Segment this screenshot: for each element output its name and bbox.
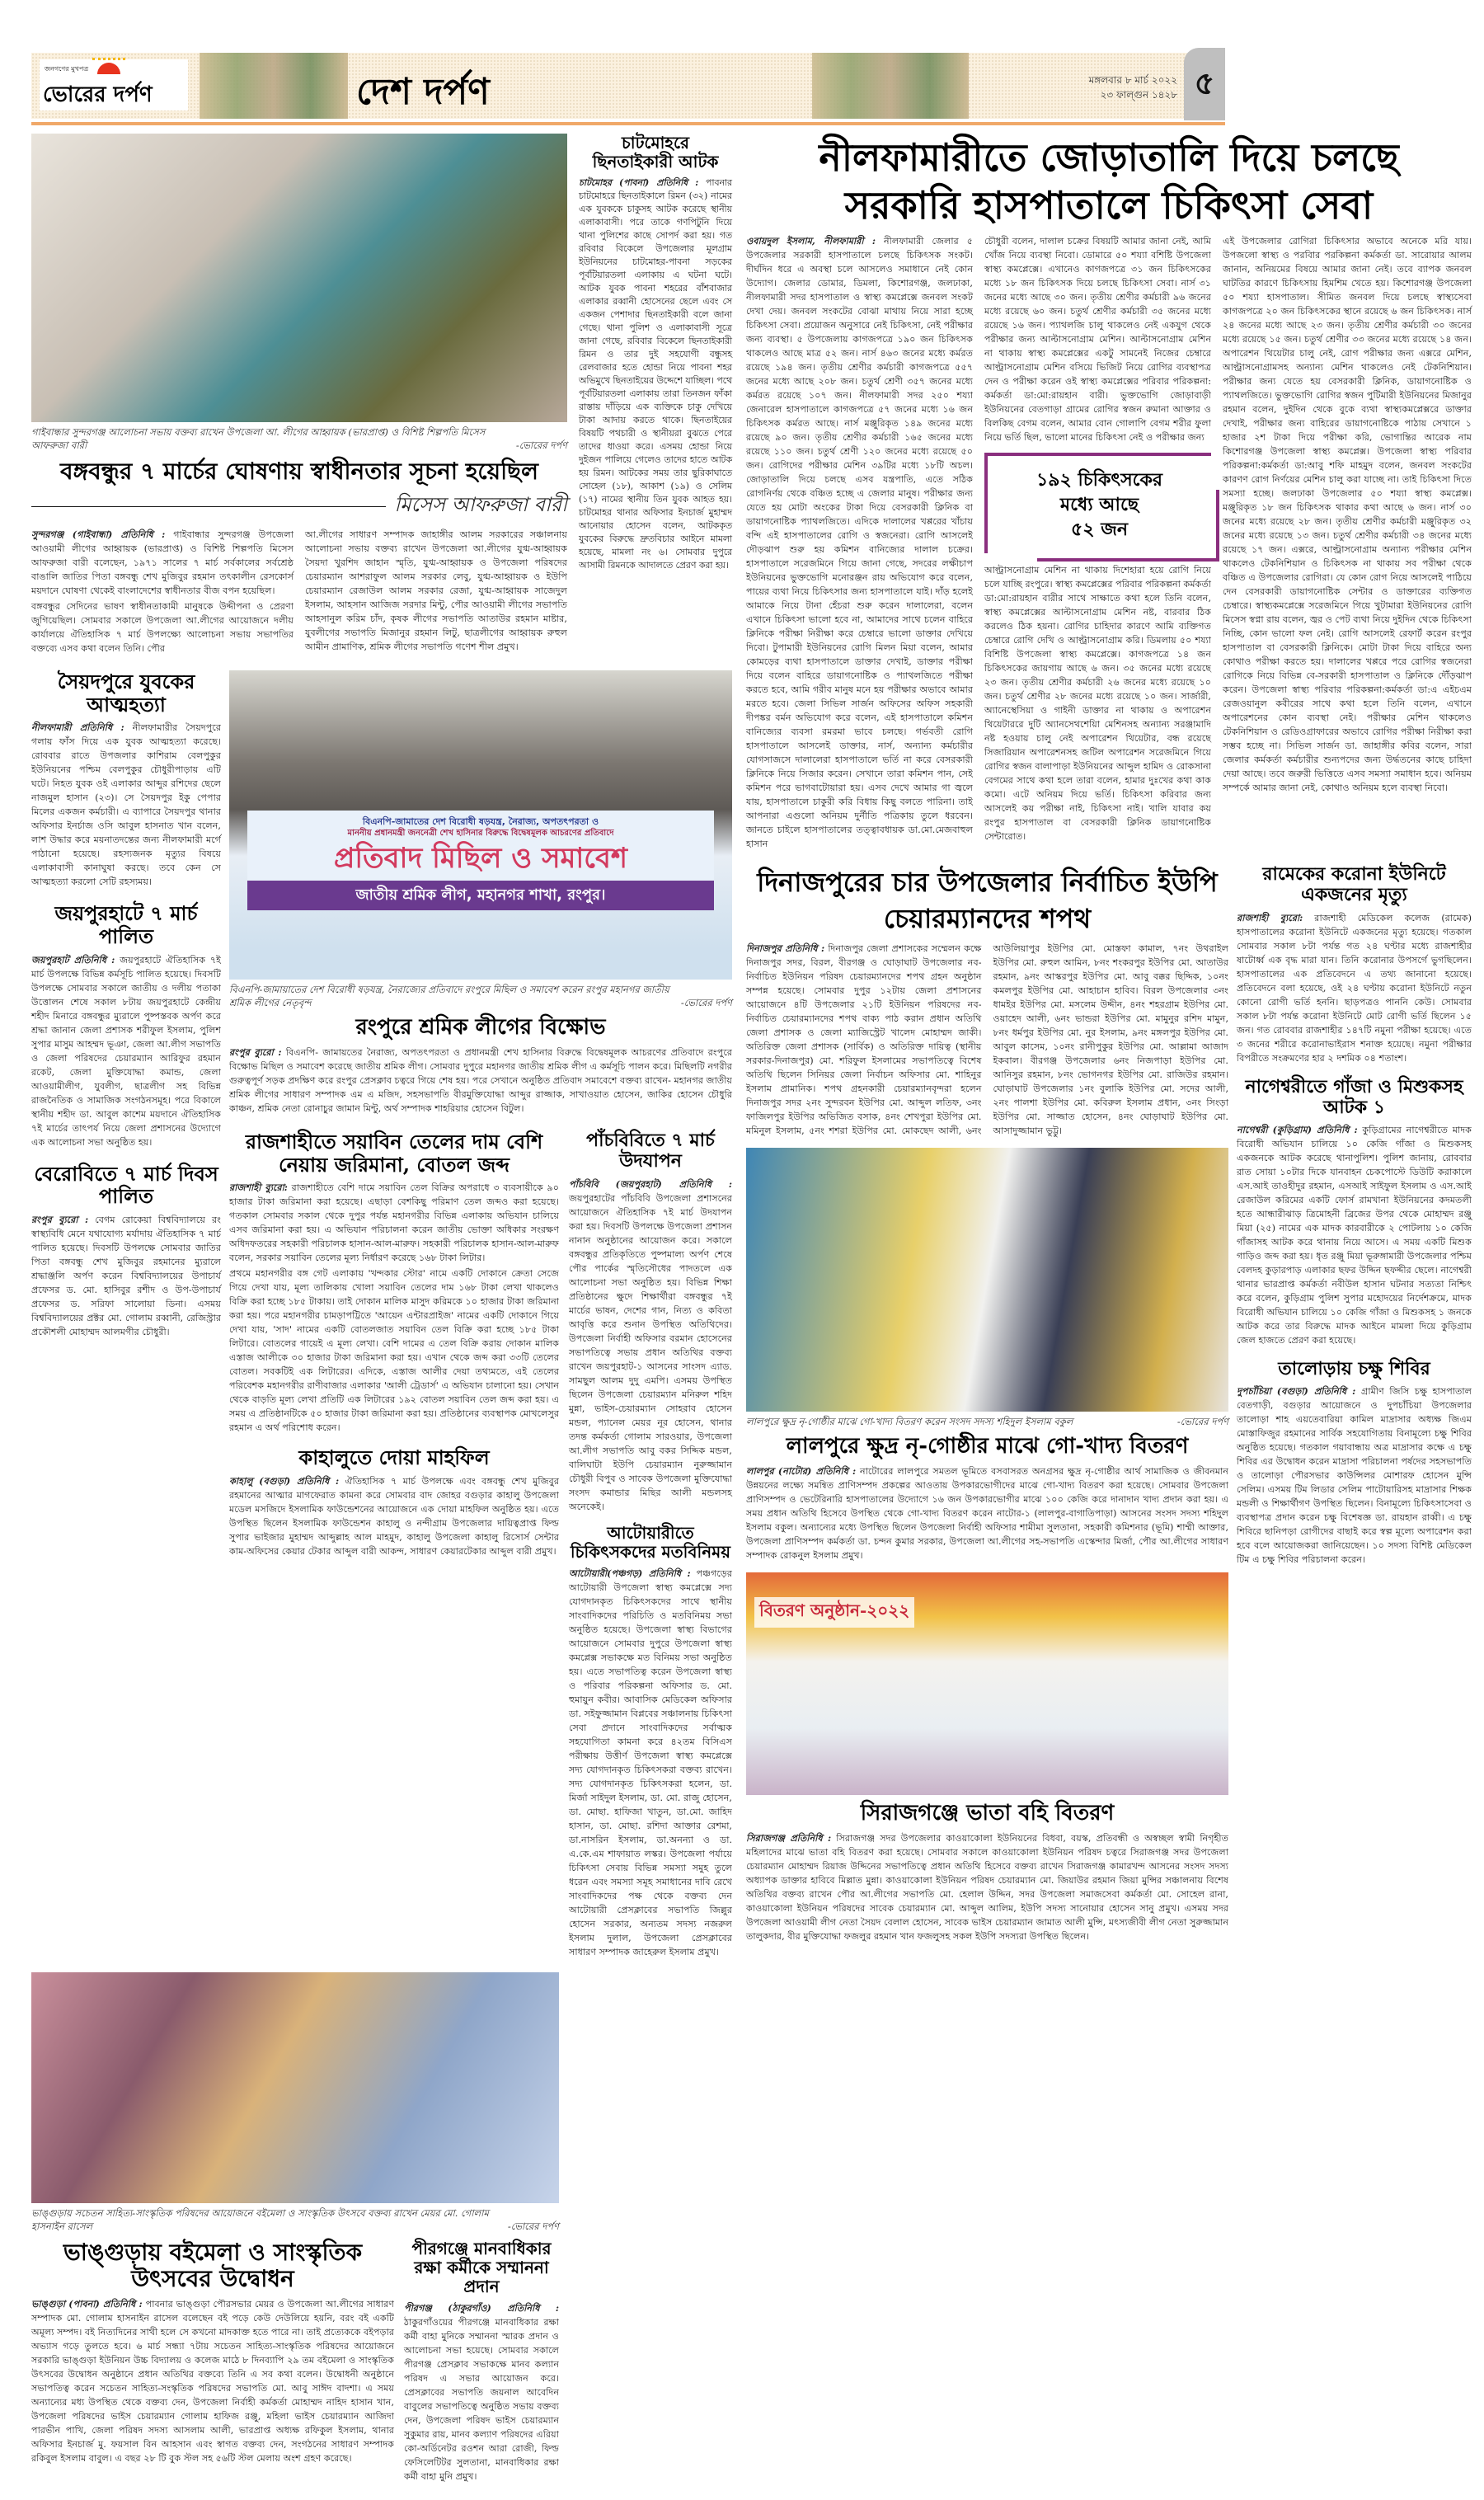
- banner-text-line1: বিএনপি-জামাতের দেশ বিরোধী ষড়যন্ত্র, নৈরাজ্য, অপতৎপরতা ও: [362, 816, 599, 828]
- dinajpur-dateline: দিনাজপুর প্রতিনিধি :: [746, 942, 825, 954]
- sirajganj-dateline: সিরাজগঞ্জ প্রতিনিধি :: [746, 1831, 832, 1844]
- pirganj-headline[interactable]: পীরগঞ্জে মানবাধিকার রক্ষা কর্মীকে সম্মাননা প্রদান: [411, 2238, 552, 2296]
- left-narrow-column: [31, 670, 221, 1339]
- taloda-dateline: দুপচাঁচিয়া (বগুড়া) প্রতিনিধি :: [1237, 1385, 1356, 1398]
- gaibandha-byline: মিসেস আফরুজা বারী: [394, 493, 567, 517]
- pirganj-stack: [404, 2233, 559, 2484]
- saidpur-dateline: নীলফামারী প্রতিনিধি :: [31, 721, 124, 734]
- panchbibi-body: [569, 1177, 732, 1514]
- nageshwari-dateline: নাগেশ্বরী (কুড়িগ্রাম) প্রতিনিধি :: [1237, 1124, 1358, 1136]
- masthead-photo-collage-left: [200, 53, 348, 119]
- nageshwari-headline[interactable]: নাগেশ্বরীতে গাঁজা ও মিশুকসহ আটক ১: [1245, 1075, 1463, 1118]
- sirajganj-banner-text: বিতরণ অনুষ্ঠান-২০২২: [754, 1597, 914, 1628]
- atwari-body: [569, 1567, 732, 1959]
- rmch-text: রাজশাহী মেডিকেল কলেজ (রামেক) হাসপাতালের করোনা ইউনিটে একজনের মৃত্যু হয়েছে। গতকাল সোমবার সকাল ৮টা পর্যন্ত গত ২৪ ঘণ্টার মধ্যে রাজশাহীর ষাটোর্ধ্ব এক বৃদ্ধ মারা যান। তিনি করোনার উপসর্গে ভুগছিলেন। হাসপাতালের এক প্রতিবেদনে এ তথ্য জানানো হয়েছে। প্রতিবেদনে বলা হয়েছে, ওই ২৪ ঘণ্টায় করোনা ইউনিটে নতুন কোনো রোগী ভর্তি হননি। ছাড়পত্রও পাননি কেউ। সোমবার সকাল ৮টা পর্যন্ত করোনা ইউনিটে মোট রোগী ভর্তি ছিলেন ১৫ জন। গত রোববার রাজশাহীর ১৪৭টি নমুনা পরীক্ষা হয়েছে। এতে ৩ জনের শরীরে করোনাভাইরাস শনাক্ত হয়েছে। নমুনা পরীক্ষার বিপরীতে সংক্রমণের হার ২ দশমিক ০৪ শতাংশ।: [1237, 912, 1472, 1064]
- rajshahi-kahalu-stack: [229, 1124, 559, 1959]
- brur-body: [31, 1213, 221, 1339]
- logo-tagline: জনগণের মুখপত্র: [45, 65, 89, 73]
- atwari-headline[interactable]: আটোয়ারীতে চিকিৎসকদের মতবিনিময়: [570, 1522, 731, 1562]
- rajshahi-oil-text-1: রাজশাহীতে বেশি দামে সয়াবিন তেল বিক্রির অপরাধে ৩ ব্যবসায়ীকে ৯০ হাজার টাকা জরিমানা করা হয়েছে। এছাড়া বেশকিছু পরিমাণ তেল জব্দও করা হয়েছে। গতকাল সোমবার সকাল থেকে দুপুর পর্যন্ত মহানগরীর বিভিন্ন এলাকায় অভিযান চালিয়ে এসব জরিমানা করা হয়। এ অভিযান পরিচালনা করেন জাতীয় ভোক্তা অধিকার সংরক্ষণ অধিদফতরের সহকারী পরিচালক হাসান-আল-মারুফ। সহকারী পরিচালক হাসান-আল-মারুফ বলেন, সরকার সয়াবিন তেলের মূল্য নির্ধারণ করেছে ১৬৮ টাকা লিটার।: [229, 1182, 559, 1264]
- nilphamari-columns: [746, 234, 1472, 851]
- masthead-rule: [31, 122, 1225, 125]
- rajshahi-oil-text-2: প্রথমে মহানগরীর বঙ্গ গেট এলাকায় 'খন্দকার স্টোর' নামে একটি দোকানে ক্রেতা সেজে গিয়ে দেখা যায়, মূল্য তালিকায় খোলা সয়াবিন তেলের দাম ১৬৮ টাকা লেখা থাকলেও বিক্রি করা হচ্ছে ১৮৫ টাকায়। তাই দোকান মালিক মাসুদ করিমকে ১০ হাজার টাকা জরিমানা করা হয়। পরে মহানগরীর চামড়াপট্টিতে 'আয়েন এন্টারপ্রাইজ' নামের একটি দোকানে গিয়ে দেখা যায়, 'সাদ' নামের একটি বোতলজাত সয়াবিন তেল বিক্রি করা হচ্ছে ১৮৫ টাকা লিটারে। বোতলের গায়েই এ মূল্য লেখা। বেশি দামের এ তেল বিক্রি করায় দোকান মালিক এস্তাজ আলীকে ৩০ হাজার টাকা জরিমানা করা হয়। এখান থেকে জব্দ করা ৩৩টি তেলের বোতল। সবকটিই এক লিটারের। এদিকে, এস্তাজ আলীর দেয়া তথ্যমতে, এই তেলের পরিবেশক মহানগরীর রাণীবাজার এলাকার 'আলী ট্রেডার্স' এ অভিযান চালানো হয়। সেখান থেকে বাড়তি মূল্য লেখা প্রতিটি এক লিটারের ১৯২ বোতল সয়াবিন তেল জব্দ করা হয়। এ সময় এ প্রতিষ্ঠানটিকে ৫০ হাজার টাকা জরিমানা করা হয়। প্রতিষ্ঠানের ব্যবস্থাপক মোখলেসুর রহমান এ অর্থ পরিশোধ করেন।: [229, 1268, 559, 1434]
- nilphamari-col2-top: চৌধুরী বলেন, দালাল চক্রের বিষয়টি আমার জানা নেই, আমি খোঁজ নিয়ে ব্যবস্থা নিবো। ডোমারে ৫০ শয্যা বশিষ্টি উপজেলা স্বাস্থ্য কমপ্লেক্সে। এখানেও কাগজপত্রে ৩১ জন চিকিৎসকের মধ্যে ১৮ জন চিকিৎসক দিয়ে চলছে চিকিৎসা সেবা। নার্স ৩১ জনের মধ্যে আছে ৩০ জন। তৃতীয় শ্রেণীর কর্মচারী ৯৬ জনের মধ্যে রয়েছে ৬০ জন। চতুর্থ শ্রেণীর কর্মচারী ৩৫ জনের মধ্যে রয়েছে ১৬ জন। প্যাথলজি চালু থাকলেও নেই একযুগ থেকে পরীক্ষার জন্য আল্টাসনোগ্রাম মেশিন। আল্টাসনোগ্রাম মেশিন না থাকায় স্বাস্থ্য কমপ্লেক্সের একটু সামনেই নিজের চেম্বারে আল্ট্রাসনোগ্রাম মেশিন বসিয়ে ভিজিট নিয়ে রোগির ব্যবস্থাপত্র দেন ও পরীক্ষা করেন ওই স্বাস্থ্য কমপ্লেক্সের পরিবার পরিকল্পনা: কর্মকর্তা ডা:মো:রায়হান বারী। ভুক্তভোগি জোড়াবাড়ী ইউনিয়নের বেতগাড়া গ্রামের রোগির স্বজন রুমানা আক্তার ও বিলকিছ বেগম বলেন, আমার বোন গোলাপি বেগম শরীর ফুলা নিয়ে ভর্তি ছিল, ভালো মানের চিকিৎসা নেই ও পরীক্ষার জন্য: [984, 236, 1211, 443]
- panchbibi-dateline: পাঁচবিবি (জয়পুরহাট) প্রতিনিধি :: [569, 1177, 732, 1190]
- lalpur-text: নাটোরের লালপুরে সমতল ভূমিতে বসবাসরত অনগ্রসর ক্ষুদ্র নৃ-গোষ্ঠীর আর্থ সামাজিক ও জীবনমান উন্নয়নের লক্ষ্যে সমন্বিত প্রাণিসম্পদ প্রকল্পের আওতায় উপকারভোগীদের মাঝে গো-খাদ্য বিতরণ করা হয়েছে। সোমবার উপজেলা প্রাণিসম্পদ ও ভেটেরিনারি হাসপাতালের উদ্যোগে ১৬ জন উপকারভোগীর মাঝে ১০০ কেজি করে দানাদান খাদ্য প্রদান করা হয়। এ সময় প্রধান অতিথি হিসেবে উপস্থিত থেকে গো-খাদ্য বিতরণ করেন নাটোর-১ (লালপুর-বাগাতিপাড়া) আসনের সংসদ সদস্য শহিদুল ইসলাম বকুল। অন্যান্যের মধ্যে উপস্থিত ছিলেন উপজেলা নির্বাহী অফিসার শামীমা সুলতানা, সহকারী কমিশনার (ভূমি) শাম্মী আক্তার, উপজেলা প্রাণিসম্পদ কর্মকর্তা ডা. চন্দন কুমার সরকার, উপজেলা আ.লীগের সহ-সভাপতি এস্কেন্দার মির্জা, পৌর আ.লীগের সাধারণ সম্পাদক রোকনুল ইসলাম প্রমুখ।: [746, 1465, 1228, 1561]
- atwari-dateline: আটোয়ারী(পঞ্চগড়) প্রতিনিধি :: [569, 1567, 691, 1579]
- callout-line3: ৫২ জন: [1070, 519, 1129, 540]
- rangpur-headline[interactable]: রংপুরে শ্রমিক লীগের বিক্ষোভ: [355, 1015, 606, 1041]
- rajshahi-oil-body: [229, 1181, 559, 1436]
- rangpur-photo-credit: -ভোরের দর্পণ: [680, 997, 732, 1009]
- bhangura-photo-caption: ভাঙ্গুড়ায় সচেতন সাহিত্য-সাংস্কৃতিক পরিষদের আয়োজনে বইমেলা ও সাংস্কৃতিক উৎসবে বক্তব্য রাখেন মেয়র মো. গোলাম হাসনাইন রাসেল: [31, 2206, 489, 2232]
- dinajpur-body: [746, 942, 1228, 1138]
- bhangura-dateline: ভাঙ্গুড়া (পাবনা) প্রতিনিধি :: [31, 2298, 143, 2310]
- brur-headline[interactable]: বেরোবিতে ৭ মার্চ দিবস পালিত: [34, 1161, 218, 1209]
- gaibandha-body-col2: আ.লীগের সাধারণ সম্পাদক জাহাঙ্গীর আলম সরকারের সঞ্চালনায় আলোচনা সভায় বক্তব্য রাখেন উপজেলা আ.লীগের যুগ্ম-আহ্বায়ক সৈয়দা খুরশিদ জাহান স্মৃতি, যুগ্ম-আহ্বায়ক ও উপজেলা পরিষদের চেয়ারম্যান আশরাফুল আলম সরকার লেবু, যুগ্ম-আহ্বায়ক ও ইউপি চেয়ারম্যান রেজাউল আলম সরকার রেজা, যুগ্ম-আহ্বায়ক সাজেদুল ইসলাম, আহসান আজিজ সরদার মিন্টু, পৌর আওয়ামী লীগের সভাপতি আহসানুল করিম চাঁদ, কৃষক লীগের সভাপতি আতাউর রহমান মাষ্টার, যুবলীগের সভাপতি মিজানুর রহমান লিটু, ছাত্রলীগের আহ্বায়ক রুহুল আমীন প্রামাণিক, শ্রমিক লীগের সভাপতি গণেশ শীল প্রমুখ।: [305, 529, 567, 653]
- masthead-photo-collage-right: [812, 53, 969, 119]
- panchbibi-atwari-stack: [569, 1124, 732, 1959]
- rangpur-rally-photo: [229, 670, 732, 980]
- lalpur-photo-caption: লালপুরে ক্ষুদ্র নৃ-গোষ্ঠীর মাঝে গো-খাদ্য বিতরণ করেন সংসদ সদস্য শহিদুল ইসলাম বকুল: [746, 1416, 1073, 1427]
- dinajpur-headline[interactable]: দিনাজপুরের চার উপজেলার নির্বাচিত ইউপি চেয়ারম্যানদের শপথ: [757, 867, 1218, 934]
- rally-banner: [247, 811, 714, 910]
- banner-text-line2: মাননীয় প্রধানমন্ত্রী জননেত্রী শেখ হাসিনার বিরুদ্ধে বিদ্বেষমূলক আচরণের প্রতিবাদে: [347, 829, 614, 839]
- kahalu-body: [229, 1474, 559, 1558]
- taloda-body: [1237, 1384, 1472, 1567]
- brur-text: বেগম রোকেয়া বিশ্ববিদ্যালয়ে রং স্বাস্থ্যবিধি মেনে যথাযোগ্য মর্যাদায় ঐতিহাসিক ৭ মার্চ পালিত হয়েছে। দিবসটি উপলক্ষে সোমবার জাতির পিতা বঙ্গবন্ধু শেখ মুজিবুর রহমানের ম্যুরালে শ্রদ্ধাঞ্জলি অর্পণ করেন বিশ্ববিদ্যালয়ের উপাচার্য প্রফেসর ড. মো. হাসিবুর রশীদ ও উপ-উপাচার্য প্রফেসর ড. সরিফা সালোয়া ডিনা। এসময় বিশ্ববিদ্যালয়ের প্রক্টর মো. গোলাম রব্বানী, রেজিস্ট্রার প্রকৌশলী মোহাম্মদ আলমগীর চৌধুরী।: [31, 1214, 221, 1337]
- chatmohor-dateline: চাটমোহর (পাবনা) প্রতিনিধি :: [579, 177, 699, 188]
- rajshahi-oil-headline[interactable]: রাজশাহীতে সয়াবিন তেলের দাম বেশি নেয়ায় জরিমানা, বোতল জব্দ: [245, 1130, 543, 1177]
- sirajganj-photo: [746, 1572, 1228, 1795]
- rmch-body: [1237, 911, 1472, 1065]
- gaibandha-body-2: বঙ্গবন্ধুর সেদিনের ভাষণ স্বাধীনতাকামী মানুষকে উদ্দীপনা ও প্রেরণা জুগিয়েছিল। সোমবার সকালে উপজেলা আ.লীগের আয়োজনে দলীয় কার্যালয়ে ঐতিহাসিক ৭ মার্চ উপলক্ষ্যে আলোচনা সভায় সভাপতির বক্তব্যে এসব কথা বলেন তিনি। পৌর: [31, 601, 294, 655]
- pirganj-dateline: পীরগঞ্জ (ঠাকুরগাঁও) প্রতিনিধি :: [404, 2301, 559, 2314]
- lalpur-photo-credit: -ভোরের দর্পণ: [1176, 1416, 1228, 1427]
- chatmohor-article: [579, 134, 732, 572]
- date-gregorian: মঙ্গলবার ৮ মার্চ ২০২২: [1088, 74, 1177, 86]
- rangpur-dateline: রংপুর ব্যুরো :: [229, 1046, 282, 1059]
- rmch-headline[interactable]: রামেকের করোনা ইউনিটে একজনের মৃত্যু: [1262, 863, 1446, 906]
- page-number: ৫: [1194, 64, 1215, 101]
- rajshahi-panchbibi-row: [229, 1124, 732, 1959]
- date-block: [989, 73, 1177, 102]
- lalpur-headline[interactable]: লালপুরে ক্ষুদ্র নৃ-গোষ্ঠীর মাঝে গো-খাদ্য বিতরণ: [786, 1434, 1189, 1459]
- joypurhat-body: [31, 953, 221, 1149]
- logo-name: ভোরের দর্পণ: [43, 82, 153, 107]
- lalpur-photo: [746, 1148, 1228, 1412]
- joypurhat-headline[interactable]: জয়পুরহাটে ৭ মার্চ পালিত: [54, 901, 198, 948]
- rangpur-body: [229, 1046, 732, 1116]
- gaibandha-body-1: গাইবান্ধার সুন্দরগঞ্জ উপজেলা আওয়ামী লীগের আহ্বায়ক (ভারপ্রাপ্ত) ও বিশিষ্ট শিল্পপতি মিসেস আফরুজা বারী বলেছেন, ১৯৭১ সালের ৭ মার্চ সর্বকালের সর্বশ্রেষ্ঠ বাঙালি জাতির পিতা বঙ্গবন্ধু শেখ মুজিবুর রহমান তৎকালীন রেসকোর্স ময়দানে ঘোষণা থেকেই বাংলাদেশের স্বাধীনতার বীজ বপন হয়েছিল।: [31, 529, 294, 597]
- callout-line2: মধ্যে আছে: [1059, 494, 1139, 515]
- brur-dateline: রংপুর ব্যুরো :: [31, 1213, 89, 1225]
- nilphamari-col3: এই উপজেলার রোগিরা চিকিৎসার অভাবে অনেকে মরি যায়। উপজলো স্বাস্থ্য ও পরবিার পরকিল্পনা কর্মকর্তা ডা. সারোয়ার আলম জানান, অনিয়মের বিষয়ে আমার জানা নেই। তবে ব্যাপক জনবল ঘাটতির কারণে চিকিৎসায় হিমশিম খেতে হয়। কিশোরগঞ্জ উপজেলা ৫০ শয্যা হাসপাতাল। সীমিত জনবল দিয়ে চলছে স্বাস্থ্যসেবা কাগজপত্রে ২০ জন চিকিৎসকের স্থানে রয়েছে ৬ জন চিকিৎসক। নার্স ২৪ জনের মধ্যে আছে ২৩ জন। তৃতীয় শ্রেণীর কর্মচারী ৩০ জনের মধ্যে রয়েছে ১৫ জন। চতুর্থ শ্রেণীর ৩৩ জনের মধ্যে রয়েছে ১৪ জন। অপারেশন থিয়েটার চালু নেই, রোগ পরীক্ষার জন্য এক্সরে মেশিন, আল্ট্রাসনোগ্রামসহ অন্যান্য মেশিন থাকলেও নেই টেকনিশিয়ান। পরীক্ষার জন্য যেতে হয় বেসরকারী ক্লিনিক, ডায়াগনোষ্টিক ও প্যাথলজিতে। ভুক্তভোগি রোগির স্বজন পুটিমারী ইউনিয়নের মিজানুর রহমান বলেন, দুইদিন থেকে বুকে ব্যথা স্বাস্থ্যকমপ্লেক্সরে ডাক্তার দেখাই, পরীক্ষার জন্য বাহিরের ডায়াগনোষ্টিকে পাঠায় সেখানে ১ হাজার ২শ টাকা দিয়ে পরীক্ষা করি, ভোগান্তির আরেক নাম কিশোরগঞ্জ উপজেলা স্বাস্থ্য কমপ্লেক্স। উপজেলা স্বাস্থ্য পরিবার পরিকল্পনা:কর্মকর্তা ডা:আবু শফি মাহমুদ বলেন, জনবল সংকটের কারণণ রোগ নির্ণয়ের মেশিন চালু করা যাচ্ছে না। তাই চিকিৎসা দিতে সমস্যা হচ্ছে। জলঢাকা উপজেলার ৫০ শয্যা স্বাস্থ্য কমপ্লেক্স। মঞ্জুরিকৃত ১৮ জন চিকিৎসক থাকার কথা আছে ৬ জন। নার্স ৩০ জনের মধ্যে রয়েছে ২৮ জন। তৃতীয় শ্রেণীর কর্মচারী মঞ্জুরিকৃত ৩২ জনের মধ্যে রয়েছে ১৩ জন। চতুর্থ শ্রেণীর কর্মচারী ৩৪ জনের মধ্যে রয়েছে ১৭ জন। এক্সরে, আল্ট্রাসনোগ্রাম অন্যান্য পরীক্ষার মেশিন থাকলেও টেকনিশিয়ান ও চিকিৎসক না থাকায় সব পরীক্ষা থেকে বঞ্চিত এ উপজেলার রোগিরা। যে কোন রোগ নিয়ে আসলেই পাঠিয়ে দেন বেসরকারী ডায়াগনোষ্টিক সেন্টার ও ডাক্তারের ব্যক্তিগত চেম্বারে। স্বাস্থ্যকমপ্লেক্সে সরেজমিনে গিয়ে খুটামারা ইউনিয়নের রোগি মিসেস স্বপ্না রায় বলেন, জ্বর ও পেট ব্যথা নিয়ে দুইদিন থেকে চিকিৎসা নিচ্ছি, কোন ভালো ফল নেই। রোগি আসলেই রেফার্ট করেন রংপুর হাসপাতাল বা বেসরকারী ক্লিনিকে। মোটা টাকা দিয়ে বাহিরে অন্য কোথাও পরীক্ষা করতে হয়। দালালের খপ্পরে পরে রোগির স্বজনেরা রোগিকে নিয়ে বিভিন্ন বে-সরকারী হাসপাতাল ও ক্লিনিকে দৌঁড়ঝাপ করেন। উপজেলা স্বাস্থ্য পরিবার পরিকল্পনা:কর্মকর্তা ডা:এ এইচএম রেজওয়ানুল কবীরের সাথে কথা হলে তিনি বলেন, এখানে অপারেশনের কোন ব্যবস্থা নেই। পরীক্ষার মেশিন থাকলেও টেকনিশিয়ান ও রেডিওগ্রাফারের অভাবে রোগির পরীক্ষা নিরীক্ষা করা সম্ভব হচ্ছে না। সিভিল সার্জন ডা. জাহাঙ্গীর কবির বলেন, সারা জেলার কর্মকর্তা কর্মচারীর শুন্যপদের জন্য উর্দ্ধতনের কাছে চাহিদা দেয়া আছে। তবে জরুরী ভিত্তিতে এসব সমস্যা সমাধান হবে। অনিয়ম সম্পর্কে আমার জানা নেই, কোথাও অনিয়ম হলে ব্যবস্থা নিবো।: [1223, 236, 1472, 793]
- callout-line1: ১৯২ চিকিৎসকের: [1036, 469, 1162, 491]
- bhangura-body: [31, 2297, 394, 2465]
- bhangura-headline[interactable]: ভাঙ্গুড়ায় বইমেলা ও সাংস্কৃতিক উৎসবের উদ্বোধন: [63, 2238, 363, 2292]
- pirganj-body: [404, 2301, 559, 2484]
- nilphamari-col2: [984, 234, 1211, 844]
- banner-main-text: প্রতিবাদ মিছিল ও সমাবেশ: [334, 842, 627, 876]
- gaibandha-headline[interactable]: বঙ্গবন্ধুর ৭ মার্চের ঘোষণায় স্বাধীনতার সূচনা হয়েছিল: [59, 458, 539, 485]
- bhangura-photo: [31, 1972, 559, 2203]
- gaibandha-dateline: সুন্দরগঞ্জ (গাইবান্ধা) প্রতিনিধি :: [31, 529, 166, 541]
- lalpur-body: [746, 1464, 1228, 1562]
- banner-org-text: জাতীয় শ্রমিক লীগ, মহানগর শাখা, রংপুর।: [247, 881, 714, 910]
- nilphamari-article: [746, 134, 1472, 851]
- chatmohor-body: [579, 176, 732, 572]
- panchbibi-headline[interactable]: পাঁচবিবিতে ৭ মার্চ উদযাপন: [586, 1130, 715, 1172]
- bhangura-photo-credit: -ভোরের দর্পণ: [507, 2220, 559, 2232]
- taloda-text: গ্রামীণ জিসি চক্ষু হাসপাতাল বেতগাড়ী, বগুড়ার আয়োজনে ও দুপচাঁচিয়া উপজেলার তালোড়া শাহ এয়তেবারিয়া কামিল মাদ্রাসার অধ্যক্ষ জিএম মোস্তাফিজুর রহমানের সার্বিক সহযোগিতায় বিনামূল্যে চক্ষু শিবির অনুষ্ঠিত হয়েছে। গতকাল গয়াবান্ধায় অত্র মাদ্রাসার কক্ষে এ চক্ষু শিবির এর উদ্বোধন করেন মাদ্রাসা পরিচালনা পর্ষদের সহসভাপতি ও তালোড়া পৌরসভার কাউন্সিলর মোশারফ হোসেন মুন্সি সেলিম। এসময় টিম লিডার সেলিম পাটোয়ারিসহ মাদ্রাসার শিক্ষক মন্ডলী ও শিক্ষার্থীগণ উপস্থিত ছিলেন। বিনামূল্যে চিকিৎসাসেবা ও ব্যবস্থাপত্র প্রদান করেন চক্ষু বিশেষজ্ঞ ডা. রায়হান রাব্বী। এ চক্ষু শিবিরে ছানিপড়া রোগীদের বাছাই করে স্বল্প মূল্যে অপারেশন করা হবে বলে আয়োজকরা জানিয়েছেন। ১০ সদস্য বিশিষ্ট মেডিকেল টিম এ চক্ষু শিবির পরিচালনা করেন।: [1237, 1386, 1472, 1566]
- saidpur-body: [31, 721, 221, 889]
- bhangura-pirganj-row: [31, 2233, 732, 2484]
- kahalu-headline[interactable]: কাহালুতে দোয়া মাহফিল: [298, 1445, 490, 1470]
- byline-rule: [31, 506, 386, 507]
- nilphamari-headline-line2: সরকারি হাসপাতালে চিকিৎসা সেবা: [844, 183, 1374, 228]
- nilphamari-col2-bottom: আল্ট্রাসনোগ্রাম মেশিন না থাকায় দিশেহারা হয়ে রোগি নিয়ে চলে যাচ্ছি রংপুরে। স্বাস্থ্য কমপ্লেক্সের পরিবার পরিকল্পনা কর্মকর্তা ডা:মো:রায়হান বারীর সাথে সাক্ষাতে কথা হলে তিনি বলেন, স্বাস্থ্য কমপ্লেক্সের আল্টাসনোগ্রাম মেশিন নষ্ট, বারবার ঠিক করলেও ঠিক হয়না। রোগির চাহিদার কারণে আমি ব্যক্তিগত চেম্বারে রোগি দেখি ও আল্ট্রাসনোগ্রাম করি। ডিমলায় ৫০ শয্যা বিশিষ্টি উপজেলা স্বাস্থ্য কমপ্লেক্সে। কাগজপত্রে ১৪ জন চিকিৎসকের জায়গায় আছে ৬ জন। ৩৫ জনের মধ্যে রয়েছে ২৩ জন। তৃতীয় শ্রেণীর কর্মচারী ২৬ জনের মধ্যে রয়েছে ১০ জন। চতুর্থ শ্রেণীর ২৮ জনের মধ্যে রয়েছে ১০ জন। সার্জারী, অ্যানেস্থেসিয়া ও গাইনী ডাক্তার না থাকায় ও অপারেশন থিয়েটাররে দুটি অ্যানসেথশেয়িা মেশিনসহ অন্যান্য সরঞ্জামাদি নষ্ট হওয়ায় চালু নেই অপারেশন থিয়েটার, বন্ধ রয়েছে সিজারিয়ান অপারেশনসহ জটিল অপারেশন সরেজমিনে গিয়ে রোগির স্বজন বালাপাড়া ইউনিয়নের আব্দুল হামিদ ও রোকসানা বেগমের সাথে কথা হলে তারা বলেন, হামার দুঃখের কথা কাক কমো। এটে অনিয়ম দিয়ে ভর্তি। চিকিৎসা করিবার জন্য আসলেই কয় পরীক্ষা নাই, চিকিৎসা নাই। খালি যাবার কয় রংপুর হাসপাতাল বা বেসরকারী ক্লিনিক ডায়াগনোষ্টিক সেন্টারোত।: [984, 565, 1211, 842]
- chatmohor-text: পাবনার চাটমোহরে ছিনতাইকালে রিমন (৩২) নামের এক যুবককে চাকুসহ আটক করেছে স্থানীয় এলাকাবাসী। পরে তাকে গণপিটুনি দিয়ে থানা পুলিশের কাছে সোপর্দ করা হয়। গত রবিবার বিকেলে উপজেলার মূলগ্রাম ইউনিয়নের চাটমোহর-পাবনা সড়কের পূর্বটিয়ারতলা এলাকায় এ ঘটনা ঘটে। আটক যুবক পাবনা শহরের বাঁশবাজার এলাকার রব্বানী হোসেনের ছেলে এবং সে একজন পেশাদার ছিনতাইকারী বলে জানা গেছে। থানা পুলিশ ও এলাকাবাসী সূত্রে জানা গেছে, রবিবার বিকেলে ছিনতাইকারী রিমন ও তার দুই সহযোগী বন্ধুসহ রেলবাজার হতে হোন্ডা নিয়ে পাবনা শহর অভিমুখে ছিনতাইয়ের উদ্দেশে যাচ্ছিল। পথে পূর্বটিয়ারতলা এলাকায় তারা তিনজন ফাঁকা রাস্তায় দাঁড়িয়ে এক ব্যক্তিকে চাকু দেখিয়ে টাকা আদায় করতে থাকে। ছিনতাইয়ের বিষয়টি পথচারী ও স্থানীয়রা বুঝতে পেরে তাদের ধাওয়া করে। এসময় হোন্ডা নিয়ে দুইজন পালিয়ে গেলেও তাদের হাতে আটক হয় রিমন। আটকের সময় তার ছুরিকাঘাতে সোহেল (১৮), আকাশ (১৯) ও সেলিম (১৭) নামের স্থানীয় তিন যুবক আহত হয়। চাটমোহর থানার অফিসার ইনচার্জ মুহাম্মদ আনোয়ার হোসেন বলেন, আটককৃত যুবকের বিরুদ্ধে দ্রুতবিচার আইনে মামলা হয়েছে, মামলা নং ৬। সোমবার দুপুরে আসামী রিমনকে আদালতে প্রেরণ করা হয়।: [579, 177, 732, 571]
- nilphamari-callout: [984, 453, 1211, 553]
- joypurhat-dateline: জয়পুরহাট প্রতিনিধি :: [31, 953, 115, 966]
- pirganj-text: ঠাকুরগাঁওয়ের পীরগঞ্জে মানবাধিকার রক্ষা কর্মী বাহা মুনিকে সম্মাননা স্মারক প্রদান ও আলোচনা সভা হয়েছে। সোমবার সকালে পীরগঞ্জ প্রেসক্লাব সভাকক্ষে মানব কল্যান পরিষদ এ সভার আয়োজন করে। প্রেসক্লাবের সভাপতি জয়নাল আবেদিন বাবুলের সভাপতিত্বে অনুষ্ঠিত সভায় বক্তব্য দেন, উপজেলা পরিষদ ভাইস চেয়ারম্যান সুকুমার রায়, মানব কল্যাণ পরিষদের এরিয়া কো-অর্ডিনেটর রওশন আরা রোজী, ফিল্ড ফেসিলেটিটর সুলতানা, মানবাধিকার রক্ষা কর্মী বাহা মুনি প্রমুখ।: [404, 2316, 559, 2482]
- panchbibi-text: জয়পুরহাটের পাঁচবিবি উপজেলা প্রশাসনের আয়োজনে ঐতিহাসিক ৭ই মার্চ উদযাপন করা হয়। দিবসটি উপলক্ষে উপজেলা প্রশাসন নানান অনুষ্ঠানের আয়োজন করে। সকালে বঙ্গবন্ধুর প্রতিকৃতিতে পুষ্পমাল্য অর্পণ শেষে পৌর পার্কের স্মৃতিসৌধের পাদতলে এক আলোচনা সভা অনুষ্ঠিত হয়। বিভিন্ন শিক্ষা প্রতিষ্ঠানের ক্ষুদে শিক্ষার্থীরা বঙ্গবন্ধুর ৭ই মার্চের ভাষন, দেশের গান, নিত্য ও কবিতা আবৃত্তি করে শুনান উপস্থিত অতিথিদের। উপজেলা নির্বাহী অফিসার বরমান হোসেনের সভাপতিত্বে সভায় প্রধান অতিথির বক্তব্য রাখেন জয়পুরহাট-১ আসনের সাংসদ এ্যাড. সামছুল আলম দুদু এমপি। এসময় উপস্থিত ছিলেন উপজেলা চেয়ারম্যান মনিরুল শহিদ মুন্না, ভাইস-চেয়ারম্যান সোহরাব হোসেন মন্ডল, প্যানেল মেয়র নূর হোসেন, থানার তদন্ত কর্মকর্তা গোলাম সারওয়ার, উপজেলা আ.লীগ সভাপতি আবু বকর সিদ্দিক মন্ডল, বালিঘাটা ইউপি চেয়ারম্যান নুরুজ্জামান চৌধুরী বিপুব ও সাবেক উপজেলা মুক্তিযোদ্ধা সংসদ কমান্ডার মিছির আলী মন্ডলসহ অনেকেই।: [569, 1192, 732, 1512]
- sirajganj-headline[interactable]: সিরাজগঞ্জে ভাতা বহি বিতরণ: [860, 1800, 1115, 1826]
- kahalu-dateline: কাহালু (বগুড়া) প্রতিনিধি :: [229, 1474, 340, 1487]
- date-bengali: ২৩ ফাল্গুন ১৪২৮: [1100, 89, 1177, 101]
- nilphamari-headline-line1: নীলফামারীতে জোড়াতালি দিয়ে চলছে: [819, 135, 1399, 180]
- bhangura-text: পাবনার ভাঙ্গুড়া পৌরসভার মেয়র ও উপজেলা আ.লীগের সাধারণ সম্পাদক মো. গোলাম হাসনাইন রাসেল বলেছেন বই পড়ে কেউ দেউলিয়ে হয়নি, বরং বই একটি অমূল্য সম্পদ। বই নিত্যদিনের সাথী হলে সে কখনো মাদকাক্ত হতে পারে না। তাই প্রত্যেককে বইপড়ার অভ্যাস গড়ে তুলতে হবে। ৬ মার্চ সন্ধ্যা ৭টায় সচেতন সাহিত্য-সাংস্কৃতিক পরিষদের আয়োজনে সরকারি ভাঙ্গুড়া ইউনিয়ন উচ্চ বিদ্যালয় ও কলেজ মাঠে ৮ দিনব্যাপি ২৯ তম বইমেলা ও সাংস্কৃতিক উৎসবের উদ্বোধন অনুষ্ঠানে প্রধান অতিথির বক্তব্যে তিনি এ সব কথা বলেন। উদ্বোধনী অনুষ্ঠানে সভাপতিত্ব করেন সচেতন সাহিত্য-সংস্কৃতিক পরিষদের সভাপতি মো. আবু সাঈদ বাদশা। এ সময় অন্যান্যের মধ্য উপস্থিত থেকে বক্তব্য দেন, উপজেলা নির্বাহী কর্মকর্তা মোহাম্মদ নাহিদ হাসান খান, উপজেলা পরিষদের ভাইস চেয়ারম্যান গোলাম হাফিজ রঞ্জু, মহিলা ভাইস চেয়ারম্যান আজিদা পারভীন পাখি, জেলা পরিষদ সদস্য আসলাম আলী, ভারপ্রাপ্ত অধ্যক্ষ রফিকুল ইসলাম, থানার অফিসার ইনচার্জ মু. ফয়সাল বিন আহসান এবং স্বাগত বক্তব্য দেন, সংগঠনের সাধারণ সম্পাদক রকিবুল ইসলাম বাবুল। এ বছর ২৮ টি বুক স্টল সহ ৫৬টি স্টল মেলায় অংশ গ্রহণ করেছে।: [31, 2299, 394, 2465]
- left-bottom-region: [31, 1972, 732, 2484]
- section-title: দেশ দর্পণ: [356, 71, 490, 113]
- nilphamari-col1-text: নীলফামারী জেলার ৫ উপজেলার সরকারী হাসপাতালে চলছে চিকিৎসক সংকট। দীর্ঘদিন ধরে এ অবস্থা চলে আসলেও সমাধানে নেই কোন উদ্যোগ। জেলার ডোমার, ডিমলা, কিশোরগঞ্জ, জলঢাকা, নীলফামারী সদর হাসপাতাল ও স্বাস্থ্য কমপ্লেক্সে জনবল সংকট দেখা দেয়। জনবল সংকটের বোঝা মাথায় নিয়ে সারা হচ্ছে চিকিৎসা সেবা। প্রয়োজন অনুসারে নেই চিকিৎসা, নেই পরীক্ষার জন্য ব্যবস্থা। ৫ উপজেলায় কাগজপত্রে ১৯০ জন চিকিৎসক থাকলেও আছে মাত্র ৫২ জন। নার্স ৪৬৩ জনের মধ্যে কর্মরত রয়েছে ১৯৪ জন। তৃতীয় শ্রেণীর কর্মচারী কাগজপত্রে ৫৫৭ জনের মধ্যে আছে ২০৮ জন। চতুর্থ শ্রেণী ৩৫৭ জনের মধ্যে কর্মরত রয়েছে ১০৭ জন। নীলফামারী সদর ২৫০ শয্যা জেনারেল হাসপাতালে কাগজপত্রে ৫৭ জনের মধ্যে ১৬ জন চিকিৎসক কর্মরত আছে। নার্স মঞ্জুরিকৃত ১৪৯ জনের মধ্যে রয়েছে ৯০ জন। তৃতীয় শ্রেণীর কর্মচারী ১৬৫ জনের মধ্যে রয়েছে ১১০ জন। চতুর্থ শ্রেণী ১২০ জনের মধ্যে রয়েছে ৫০ জন। রোগিদের পরীক্ষার মেশিন ৩৯টির মধ্যে ১৮টি অচল। জোড়াতালি দিয়ে চলছে এসব যন্ত্রপাতি, এতে সঠিক রোগনির্ণয় থেকে বঞ্চিত হচ্ছে এ জেলার মানুষ। পরীক্ষার জন্য যেতে হয় মোটা অংকের টাকা দিয়ে বেসরকারী ক্লিনিক বা ডায়াগনোষ্টিক প্যাথলজিতে। এদিকে দালালের খপ্পরের খাঁচায় বন্দি এই হাসপাতালের রোগি ও স্বজনেরা। রোগি আসলেই দৌড়ঝাপ শুরু হয় কমিশন বানিজ্যের দালাল চক্রের। হাসপাতালে সরেজমিনে গিয়ে জানা গেছে, সদরের লক্ষীচাপ ইউনিয়নের ভুক্তভোগি মনোরঞ্জন রায় অভিযোগ করে বলেন, পায়ের ব্যথা নিয়ে চিকিৎসার জন্য হাসপাতালে যাই। দাঁড় হলেই আমাকে নিয়ে টানা হেঁচরা শুরু করেন দালালেরা, বলেন এখানে চিকিৎসা ভালো হবে না, আমাদের সাথে চলেন বাহিরে ক্লিনিকে পরীক্ষা নিরীক্ষা করে চেম্বারে ভালো ডাক্তার দেখিয়ে দিবো। টুপামারী ইউনিয়নের রোগি মিলন মিয়া বলেন, আমার কোমড়ের ব্যথা হাসপাতালে ডাক্তার দেখাই, ডাক্তার পরীক্ষা দিয়ে বলেন বাহিরে ডায়াগনোষ্টিক ও প্যাথলজিতে পরীক্ষা করতে হবে, আমি গরীব মানুষ মনে হয় পরীক্ষার অভাবে আমার মরতে হবে। জেলা সিভিল সার্জন অফিসের অফিস সহকারী দীপঙ্কর বর্মন অভিযোগ করে বলেন, এই হাসপাতালে কমিশন বানিজ্যের ব্যবসা রমরমা ভাবে চলছে। গর্ভবতী রোগি হাসপাতালে আসলেই ডাক্তার, নার্স, অন্যান্য কর্মচারীর যোগসাজসে দালালেরা হাসপাতালে ভর্তি না করে বেসরকারী ক্লিনিকে নিয়ে সিজার করেন। সেখানে তারা কমিশন পান, সেই কমিশন পরে ভাগবাটোয়ারা হয়। এসব দেখে আমার গা জ্বলে যায়, হাসপাতালে চাকুরী করি বিধায় কিছু বলতে পারিনা। তাই আপনারা এগুলো অনিয়ম দুর্নীতি পত্রিকায় তুলে ধরবেন। জানতে চাইলে হাসপাতালের তত্ত্বাবধায়ক ডা.মো.মেজবাহুল হাসান: [746, 236, 973, 849]
- left-wide-column: [229, 670, 732, 1958]
- right-main-column: [746, 864, 1228, 1943]
- gaibandha-article: [31, 134, 567, 657]
- gaibandha-photo-caption: গাইবান্ধার সুন্দরগঞ্জ আলোচনা সভায় বক্তব্য রাখেন উপজেলা আ. লীগের আহ্বায়ক (ভারপ্রাপ্ত) ও বিশিষ্ট শিল্পপতি মিসেস আফরুজা বারী: [31, 426, 486, 451]
- rmch-dateline: রাজশাহী ব্যুরো:: [1237, 911, 1303, 923]
- right-side-column: [1237, 864, 1472, 1567]
- dinajpur-text: দিনাজপুর জেলা প্রশাসকের সম্মেলন কক্ষে দিনাজপুর সদর, বিরল, বীরগঞ্জ ও ঘোড়াঘাট উপজেলার নব-নির্বাচিত ইউনিয়ন পরিষদ চেয়ারম্যানদের শপথ গ্রহন অনুষ্ঠান সম্পন্ন হয়েছে। সোমবার দুপুর ১২টায় জেলা প্রশাসনের আয়োজনে ৪টি উপজেলার ২১টি ইউনিয়ন পরিষদের নব-নির্বাচিত চেয়ারম্যানদের শপথ বাক্য পাঠ করান প্রধান অতিথি জেলা প্রশাসক ও জেলা ম্যাজিস্ট্রেট খালেদ মোহাম্মদ জাকী। অতিরিক্ত জেলা প্রশাসক (সার্বিক) ও অতিরিক্ত দায়িত্ব (স্থানীয় সরকার-দিনাজপুর) মো. শরিফুল ইসলামের সভাপতিত্বে বিশেষ অতিথি ছিলেন সিনিয়র জেলা নির্বাচন অফিসার মো. শাহিনুর ইসলাম প্রামানিক। শপথ গ্রহনকারী চেয়ারম্যানবৃন্দরা হলেন দিনাজপুর সদর ২নং সুন্দরবন ইউপির মো. আব্দুল লতিফ, ৩নং ফাজিলপুর ইউপির অভিজিত বসাক, ৪নং শেখপুরা ইউপির মো. মমিনুল ইসলাম, ৫নং শশরা ইউপির মো. মোকছেদ আলী, ৬নং আউলিয়াপুর ইউপির মো. মোস্তফা কামাল, ৭নং উথরাইল ইউপির মো. রুহুল আমিন, ৮নং শংকরপুর ইউপির মো. আতাউর রহমান, ৯নং আস্করপুর ইউপির মো. আবু বক্কর ছিদ্দিক, ১০নং কমলপুর ইউপির মো. আহাচান হাবিব। বিরল উপজেলার ৩নং ধামইর ইউপির মো. মসলেম উদ্দীন, ৪নং শহরগ্রাম ইউপির মো. ওয়াহেদ আলী, ৬নং ভান্ডরা ইউপির মো. মামুনুর রশিদ মামুন, ৮নং ধর্মপুর ইউপির মো. নুর ইসলাম, ৯নং মঙ্গলপুর ইউপির মো. আবুল কাসেম, ১০নং রানীপুকুর ইউপির মো. আল্লামা আজাদ ইকবাল। বীরগঞ্জ উপজেলার ৬নং নিজপাড়া ইউপির মো. আনিসুর রহমান, ৮নং ভোগনগর ইউপির মো. রাজিউর রহমান। ঘোড়াঘাট উপজেলার ১নং বুলাকি ইউপির মো. সদের আলী, ২নং পালশা ইউপির মো. কবিরুল ইসলাম প্রধান, ৩নং সিংড়া ইউপির মো. সাজ্জাত হোসেন, ৪নং ঘোড়াঘাট ইউপির মো. আসাদুজ্জামান ভুট্টু।: [746, 943, 1228, 1136]
- rangpur-text: বিএনপি- জামায়তের নৈরাজ্য, অপতৎপরতা ও প্রধানমন্ত্রী শেখ হাসিনার বিরুদ্ধে বিদ্বেষমূলক আচরণের প্রতিবাদে রংপুরে বিক্ষোভ মিছিল ও সমাবেশ করেছে জাতীয় শ্রমিক লীগ। সোমবার দুপুরে মহানগর জাতীয় শ্রমিক লীগ এ কর্মসূচি পালন করে। মিছিলটি নগরীর গুরুত্বপূর্ণ সড়ক প্রদক্ষিণ করে রংপুর প্রেসক্লাব চত্বরে গিয়ে শেষ হয়। পরে সেখানে অনুষ্ঠিত প্রতিবাদ সমাবেশে বক্তব্য রাখেন- মহানগর জাতীয় শ্রমিক লীগের সাধারণ সম্পাদক এম এ মজিদ, সহসভাপতি বীরমুক্তিযোদ্ধা আব্দুর রাজ্জাক, সাখাওয়াত হোসেন, জাকির হোসেন চৌধুরি কাঞ্চন, শ্রমিক নেতা রোনাচুর জামান মিন্টু, অর্থ সম্পাদক শাহরিয়ার হোসেন বিটুল।: [229, 1047, 732, 1115]
- nageshwari-body: [1237, 1123, 1472, 1347]
- nilphamari-col1: [746, 234, 973, 851]
- gaibandha-photo: [31, 134, 567, 422]
- rangpur-photo-caption: বিএনপি-জামায়াতের দেশ বিরোধী ষড়যন্ত্র, নৈরাজ্যের প্রতিবাদে রংপুরে মিছিল ও সমাবেশ করেন রংপুর মহানগর জাতীয় শ্রমিক লীগের নেতৃবৃন্দ: [229, 984, 669, 1009]
- chatmohor-headline[interactable]: চাটমোহরে ছিনতাইকারী আটক: [592, 133, 719, 172]
- sirajganj-body: [746, 1831, 1228, 1943]
- saidpur-headline[interactable]: সৈয়দপুরে যুবকের আত্মহত্যা: [57, 670, 195, 717]
- atwari-text: পঞ্চগড়ের আটোয়ারী উপজেলা স্বাস্থ্য কমপ্লেক্সে সদ্য যোগদানকৃত চিকিৎসকদের সাথে স্থানীয় সাংবাদিকদের পরিচিতি ও মতবিনিময় সভা অনুষ্ঠিত হয়েছে। উপজেলা স্বাস্থ্য বিভাগের আয়োজনে সোমবার দুপুরে উপজেলা স্বাস্থ্য কমপ্লেক্স সভাকক্ষে মত বিনিময় সভা অনুষ্ঠিত হয়। এতে সভাপতিত্ব করেন উপজেলা স্বাস্থ্য ও পরিবার পরিকল্পনা অফিসার ড. মো. হুমায়ুন কবীর। আবাসিক মেডিকেল অফিসার ডা. সইফুজ্জামান বিপ্লবের সঞ্চালনায় চিকিৎসা সেবা প্রদানে সাংবাদিকদের সর্বাত্মক সহযোগিতা কামনা করে ৪২তম বিসিএস পরীক্ষায় উত্তীর্ণ উপজেলা স্বাস্থ্য কমপ্লেক্সে সদ্য যোগদানকৃত চিকিৎসকরা বক্তব্য রাখেন। সদ্য যোগদানকৃত চিকিৎসকরা হলেন, ডা. মির্জা সাইদুল ইসলাম, ডা. মো. রাজু হোসেন, ডা. মোছা. হাফিজা খাতুন, ডা.মো. জাহিদ হাসান, ডা. মোছা. রশিদা আক্তার রেশমা, ডা.নাসরিন ইসলাম, ডা.অনন্যা ও ডা. এ.কে.এম শাফায়াত লস্কর। উপজেলা পর্যায়ে চিকিৎসা সেবায় বিভিন্ন সমস্যা সমুহ তুলে ধরেন এবং সমস্যা সমূহ সমাধানের দাবি রেখে সাংবাদিকদের পক্ষ থেকে বক্তব্য দেন আটোয়ারী প্রেসক্লাবের সভাপতি জিল্লুর হোসেন সরকার, অন্যতম সদস্য নজরুল ইসলাম দুলাল, উপজেলা প্রেসক্লাবের সাধারণ সম্পাদক জাহেরুল ইসলাম প্রমুখ।: [569, 1567, 732, 1957]
- bhangura-stack: [31, 2233, 394, 2484]
- nilphamari-headline[interactable]: [746, 134, 1472, 229]
- taloda-headline[interactable]: তালোড়ায় চক্ষু শিবির: [1278, 1358, 1430, 1380]
- joypurhat-text: জয়পুরহাটে ঐতিহাসিক ৭ই মার্চ উপলক্ষে বিভিন্ন কর্মসূচি পালিত হয়েছে। দিবসটি উপলক্ষে সোমবার সকালে জাতীয় ও দলীয় পতাকা উত্তোলন শেষে সকাল ৮টায় জয়পুরহাটে কেন্দ্রীয় শহীদ মিনারে বঙ্গবন্ধুর ম্যুরালে পুষ্পস্তবক অর্পণ করে শ্রদ্ধা জানান জেলা প্রশাসক শরীফুল ইসলাম, পুলিশ সুপার মাসুম আহম্মদ ভূঞা, জেলা আ.লীগ সভাপতি ও জেলা পরিষদের চেয়ারম্যান আরিফুর রহমান রকেট, জেলা মুক্তিযোদ্ধা কমান্ড, জেলা আওয়ামীলীগ, যুবলীগ, ছাত্রলীগ সহ বিভিন্ন রাজনৈতিক ও সামাজিক সংগঠনসমূহ। পরে বিকালে স্থানীয় শহীদ ডা. আবুল কাশেম ময়দানে ঐতিহাসিক ৭ই মার্চের তাৎপর্য নিয়ে জেলা প্রশাসনের উদ্যোগে এক আলোচনা সভা অনুষ্ঠিত হয়।: [31, 954, 222, 1148]
- gaibandha-body-col1: [31, 528, 294, 657]
- lalpur-dateline: লালপুর (নাটোর) প্রতিনিধি :: [746, 1464, 857, 1477]
- rajshahi-oil-dateline: রাজশাহী ব্যুরো:: [229, 1182, 288, 1194]
- gaibandha-photo-credit: -ভোরের দর্পণ: [515, 439, 567, 451]
- sirajganj-text: সিরাজগঞ্জ সদর উপজেলার কাওয়াকোলা ইউনিয়নের বিধবা, বয়স্ক, প্রতিবন্ধী ও অস্বচ্ছল স্বামী নিগৃহীত মহিলাদের মাঝে ভাতা বহি বিতরণ করা হয়েছে। সোমবার সকালে কাওয়াকোলা ইউনিয়ন পরিষদ চত্বরে সিরাজগঞ্জ সদর উপজেলা চেয়ারম্যান মোহাম্মদ রিয়াজ উদ্দিনের সভাপতিত্বে প্রধান অতিথি হিসেবে বক্তব্য রাখেন সিরাজগঞ্জ কামারখন্দ আসনের সংসদ সদস্য অধ্যাপক ডাক্তার হাবিবে মিল্লাত মুন্না। কাওয়াকোলা ইউনিয়ন পরিষদ চেয়ারম্যান মো. জিয়াউর রহমান জিয়া মুন্সির সঞ্চালনায় বিশেষ অতিথির বক্তব্য রাখেন পৌর আ.লীগের সভাপতি মো. হেলাল উদ্দিন, সদর উপজেলা সমাজসেবা কর্মকর্তা মো. সোহেল রানা, কাওয়াকোলা ইউনিয়ন পরিষদের সাবেক চেয়ারম্যান মো. আব্দুল আলিম, ইউপি সদস্য সানোয়ার হোসেন সানু প্রমুখ। এসময় সদর উপজেলা আওয়ামী লীগ নেতা সৈয়দ বেলাল হোসেন, সাবেক ভাইস চেয়ারম্যান জামাত আলী মুন্সি, মৎস্যজীবী লীগ নেতা সুরুজ্জামান তালুকদার, বীর মুক্তিযোদ্ধা ফজলুর রহমান খান ফজলুসহ সকল ইউপি সদস্যরা উপস্থিত ছিলেন।: [746, 1832, 1229, 1942]
- nageshwari-text: কুড়িগ্রামের নাগেশ্বরীতে মাদক বিরোধী অভিযান চালিয়ে ১০ কেজি গাঁজা ও মিশুকসহ একজনকে আটক করেছে থানাপুলিশ। পুলিশ জানায়, রোববার রাত সোয়া ১০টার দিকে যানবাহন চেকপোস্টে ডিউটি করাকালে এস.আই তাওহীদুর রহমান, এসআই সাইফুল ইসলাম ও এস.আই রেজাউল করিমের একটি ফোর্স রামখানা ইউনিয়নের কদমতলী হতে আন্ধারীঝাড় ত্রিমোহনী ব্রিজের উপর থেকে মোহাম্মদ রঞ্জু মিয়া (২৫) নামের এক মাদক কারবারীকে ২ পোটলায় ১০ কেজি গাঁজাসহ আটক করে থানায় নিয়ে আসে। এ সময় একটি মিশুক গাড়িও জব্দ করা হয়। ধৃত রঞ্জু মিয়া ভূরুঙ্গামারী উপজেলার পশ্চিম বেলদহ কুড়ারপাড় এলাকার ছফর উদ্দিন ছফদ্দীর ছেলে। নাগেশ্বরী থানার ভারপ্রাপ্ত কর্মকর্তা নবীউল হাসান ঘটনার সত্যতা নিশ্চিৎ করে বলেন, কুড়িগ্রাম পুলিশ সুপার মহোদয়ের নির্দেশক্রমে, মাদক বিরোধী অভিযান চালিয়ে ১০ কেজি গাঁজা ও মিশুকসহ ১ জনকে আটক করে তার বিরুদ্ধে মাদক আইনে মামলা দিয়ে কুড়িগ্রাম জেল হাজতে প্রেরণ করা হয়েছে।: [1237, 1125, 1472, 1346]
- saidpur-text: নীলফামারীর সৈয়দপুরে গলায় ফাঁস দিয়ে এক যুবক আত্মহত্যা করেছে। রোববার রাতে উপজলার কাশিরাম বেলপুকুর ইউনিয়নের পশ্চিম বেলপুকুর চৌধুরীপাড়ায় এটি ঘটে। নিহত যুবক ওই এলাকার আব্দুর রশিদের ছেলে নাজমুল হাসান (২৩)। সে সৈয়দপুর ইকু পেপার মিলের একজন কর্মচারী। এ ব্যাপারে সৈয়দপুর থানার অফিসার ইনর্চাজ ওসি আবুল হাসনাত খান বলেন, লাশ উদ্ধার করে ময়নাতদন্তের জন্য নীলফামারী মর্গে পাঠানো হয়েছে। রহস্যজনক মৃত্যুর বিষয়ে এলাকাবাসী কানাঘুষা করছে। তবে কেন সে আত্মহত্যা করলো সেটি রহস্যময়।: [31, 722, 221, 888]
- kahalu-text: ঐতিহাসিক ৭ মার্চ উপলক্ষে এবং বঙ্গবন্ধু শেখ মুজিবুর রহমানের আত্মার মাগফেরাত কামনা করে সোমবার বাদ জোহর বগুড়ার কাহালু উপজেলা মডেল মসজিদে ইসলামিক ফাউন্ডেশনের আয়োজনে এক দোয়া মাহফিল অনুষ্ঠিত হয়। এতে উপস্থিত ছিলেন ইসলামিক ফাউন্ডেশন কাহালু ও নন্দীগ্রাম উপজেলার দায়িত্বপ্রাপ্ত ফিল্ড সুপার ভাইজার মুহাম্মদ আব্দুল্লাহ আল মাহমুদ, কাহালু উপজেলা কাহালু রিসোর্স সেন্টার কাম-অফিসের কেয়ার টেকার আব্দুল বারী আকন্দ, সাধারণ কেয়ারটেকার আব্দুল বারী প্রমুখ।: [229, 1475, 559, 1557]
- nilphamari-dateline: ওবায়দুল ইসলাম, নীলফামারী :: [746, 235, 876, 247]
